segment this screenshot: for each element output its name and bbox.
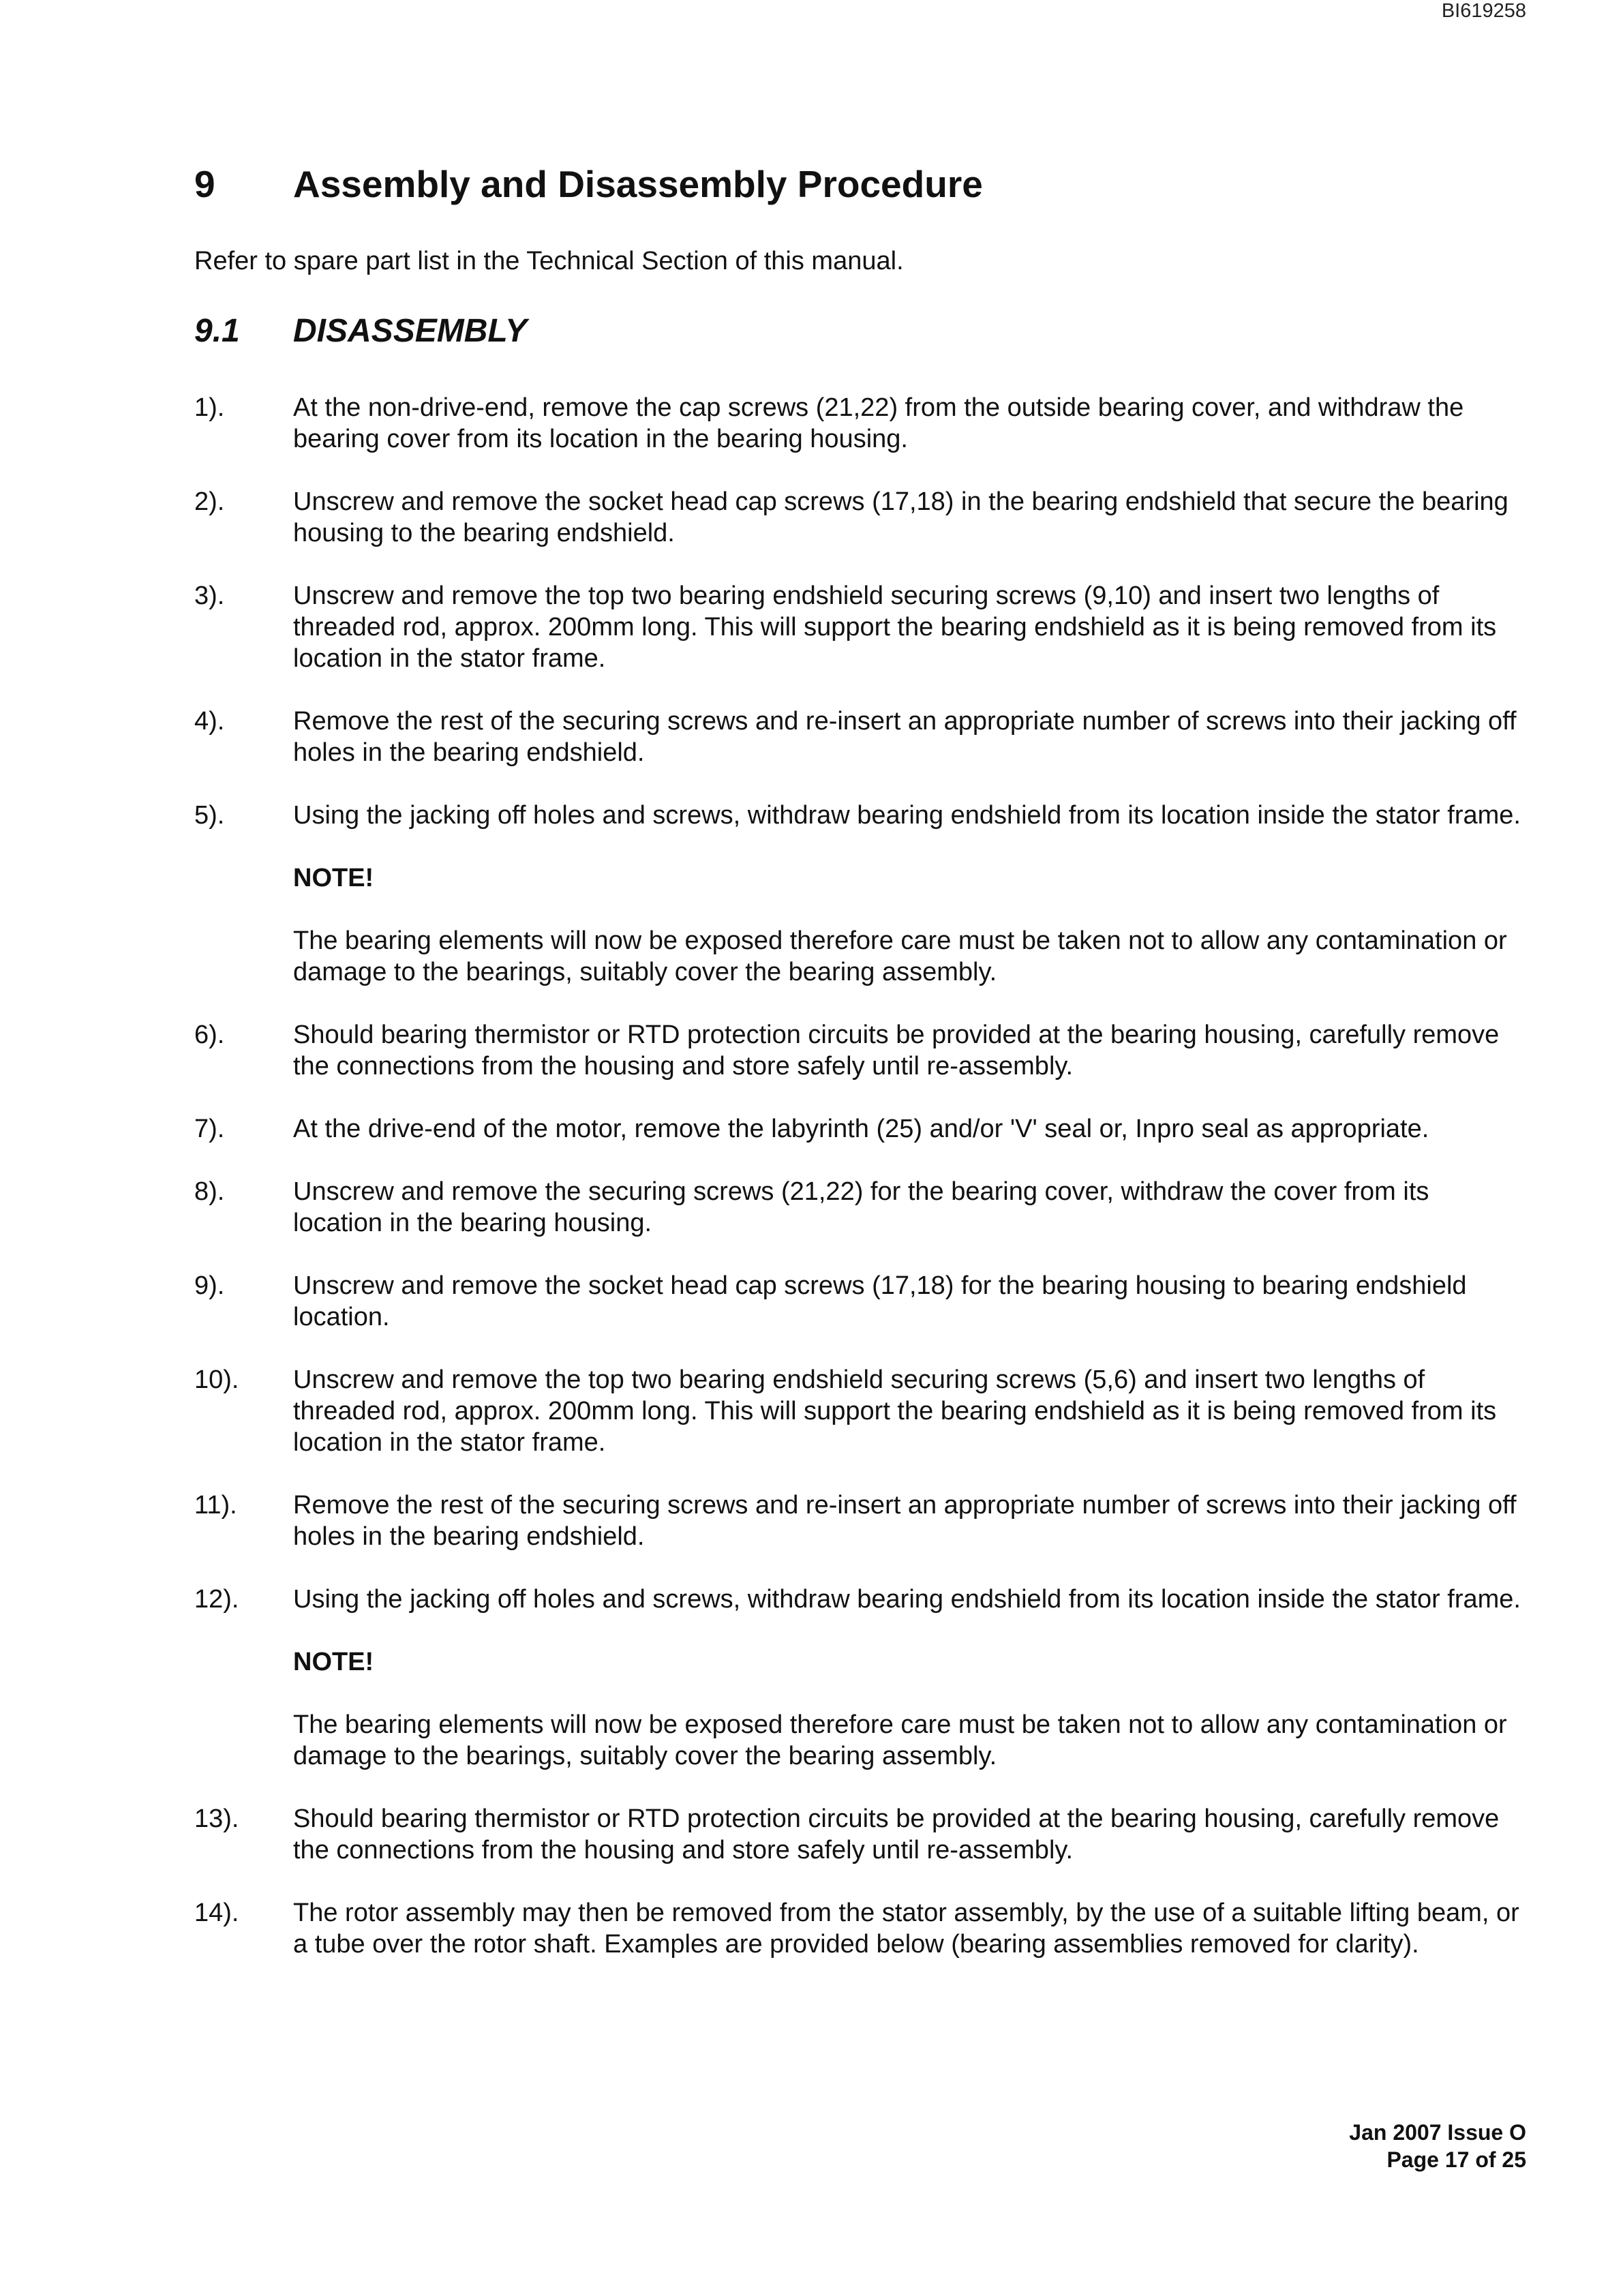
- subsection-title: DISASSEMBLY: [293, 313, 528, 349]
- step-5: [194, 800, 1523, 831]
- step-8: [194, 1176, 1523, 1239]
- subsection-number: 9.1: [194, 313, 240, 349]
- step-12: [194, 1584, 1523, 1615]
- step-number: 8).: [194, 1177, 225, 1206]
- step-number: 13).: [194, 1804, 239, 1833]
- note-block: [293, 862, 1523, 988]
- step-number: 4).: [194, 707, 225, 736]
- procedure-steps: [194, 392, 1523, 1991]
- step-9: [194, 1270, 1523, 1333]
- step-text: At the drive-end of the motor, remove the labyrinth (25) and/or 'V' seal or, Inpro seal as appropriate.: [293, 1115, 1429, 1143]
- step-10: [194, 1364, 1523, 1458]
- step-number: 6).: [194, 1021, 225, 1049]
- page-footer: [1349, 2119, 1526, 2173]
- section-intro: Refer to spare part list in the Technical Section of this manual.: [194, 247, 904, 275]
- step-number: 11).: [194, 1491, 237, 1520]
- step-number: 12).: [194, 1585, 239, 1614]
- step-text: Unscrew and remove the securing screws (21,22) for the bearing cover, withdraw the cover from its location in the bearing housing.: [293, 1177, 1429, 1237]
- step-text: Unscrew and remove the top two bearing endshield securing screws (5,6) and insert two lengths of threaded rod, approx. 200mm long. This will support the bearing endshield as it is being removed from its location in the stator frame.: [293, 1365, 1497, 1457]
- step-text: Using the jacking off holes and screws, withdraw bearing endshield from its location inside the stator frame.: [293, 1585, 1521, 1614]
- section-title: Assembly and Disassembly Procedure: [293, 163, 983, 205]
- step-text: Remove the rest of the securing screws and re-insert an appropriate number of screws into their jacking off holes in the bearing endshield.: [293, 1491, 1517, 1551]
- step-11: [194, 1490, 1523, 1552]
- step-text: The rotor assembly may then be removed from the stator assembly, by the use of a suitable lifting beam, or a tube over the rotor shaft. Examples are provided below (bearing assemblies removed for clarity).: [293, 1899, 1519, 1959]
- issue-date: Jan 2007 Issue O: [1349, 2120, 1526, 2145]
- step-text: Should bearing thermistor or RTD protection circuits be provided at the bearing housing, carefully remove the connections from the housing and store safely until re-assembly.: [293, 1021, 1500, 1081]
- step-number: 9).: [194, 1271, 225, 1300]
- step-number: 1).: [194, 393, 225, 422]
- step-number: 5).: [194, 801, 225, 830]
- section-number: 9: [194, 163, 215, 205]
- step-number: 7).: [194, 1115, 225, 1143]
- note-block: [293, 1646, 1523, 1772]
- note-title: NOTE!: [293, 1648, 374, 1676]
- step-number: 14).: [194, 1899, 239, 1927]
- subsection-heading: [194, 312, 527, 350]
- step-text: Using the jacking off holes and screws, withdraw bearing endshield from its location inside the stator frame.: [293, 801, 1521, 830]
- step-6: [194, 1019, 1523, 1082]
- step-text: Unscrew and remove the top two bearing endshield securing screws (9,10) and insert two lengths of threaded rod, approx. 200mm long. This will support the bearing endshield as it is being removed from its location in the stator frame.: [293, 581, 1497, 673]
- step-1: [194, 392, 1523, 455]
- step-text: Unscrew and remove the socket head cap screws (17,18) in the bearing endshield that secure the bearing housing to the bearing endshield.: [293, 487, 1508, 547]
- step-text: At the non-drive-end, remove the cap screws (21,22) from the outside bearing cover, and withdraw the bearing cover from its location in the bearing housing.: [293, 393, 1464, 453]
- note-title: NOTE!: [293, 864, 374, 892]
- section-heading: [194, 162, 983, 206]
- step-number: 3).: [194, 581, 225, 610]
- step-7: [194, 1113, 1523, 1145]
- document-id: BI619258: [1441, 0, 1526, 22]
- step-text: Should bearing thermistor or RTD protection circuits be provided at the bearing housing, carefully remove the connections from the housing and store safely until re-assembly.: [293, 1804, 1500, 1864]
- note-text: The bearing elements will now be exposed therefore care must be taken not to allow any contamination or damage to the bearings, suitably cover the bearing assembly.: [293, 1710, 1507, 1770]
- note-text: The bearing elements will now be exposed therefore care must be taken not to allow any contamination or damage to the bearings, suitably cover the bearing assembly.: [293, 926, 1507, 986]
- step-13: [194, 1803, 1523, 1866]
- step-14: [194, 1897, 1523, 1960]
- step-number: 2).: [194, 487, 225, 516]
- step-text: Unscrew and remove the socket head cap screws (17,18) for the bearing housing to bearing endshield location.: [293, 1271, 1467, 1331]
- step-text: Remove the rest of the securing screws and re-insert an appropriate number of screws into their jacking off holes in the bearing endshield.: [293, 707, 1517, 767]
- step-3: [194, 580, 1523, 674]
- step-4: [194, 706, 1523, 768]
- step-number: 10).: [194, 1365, 239, 1394]
- page-number: Page 17 of 25: [1386, 2147, 1526, 2172]
- step-2: [194, 486, 1523, 549]
